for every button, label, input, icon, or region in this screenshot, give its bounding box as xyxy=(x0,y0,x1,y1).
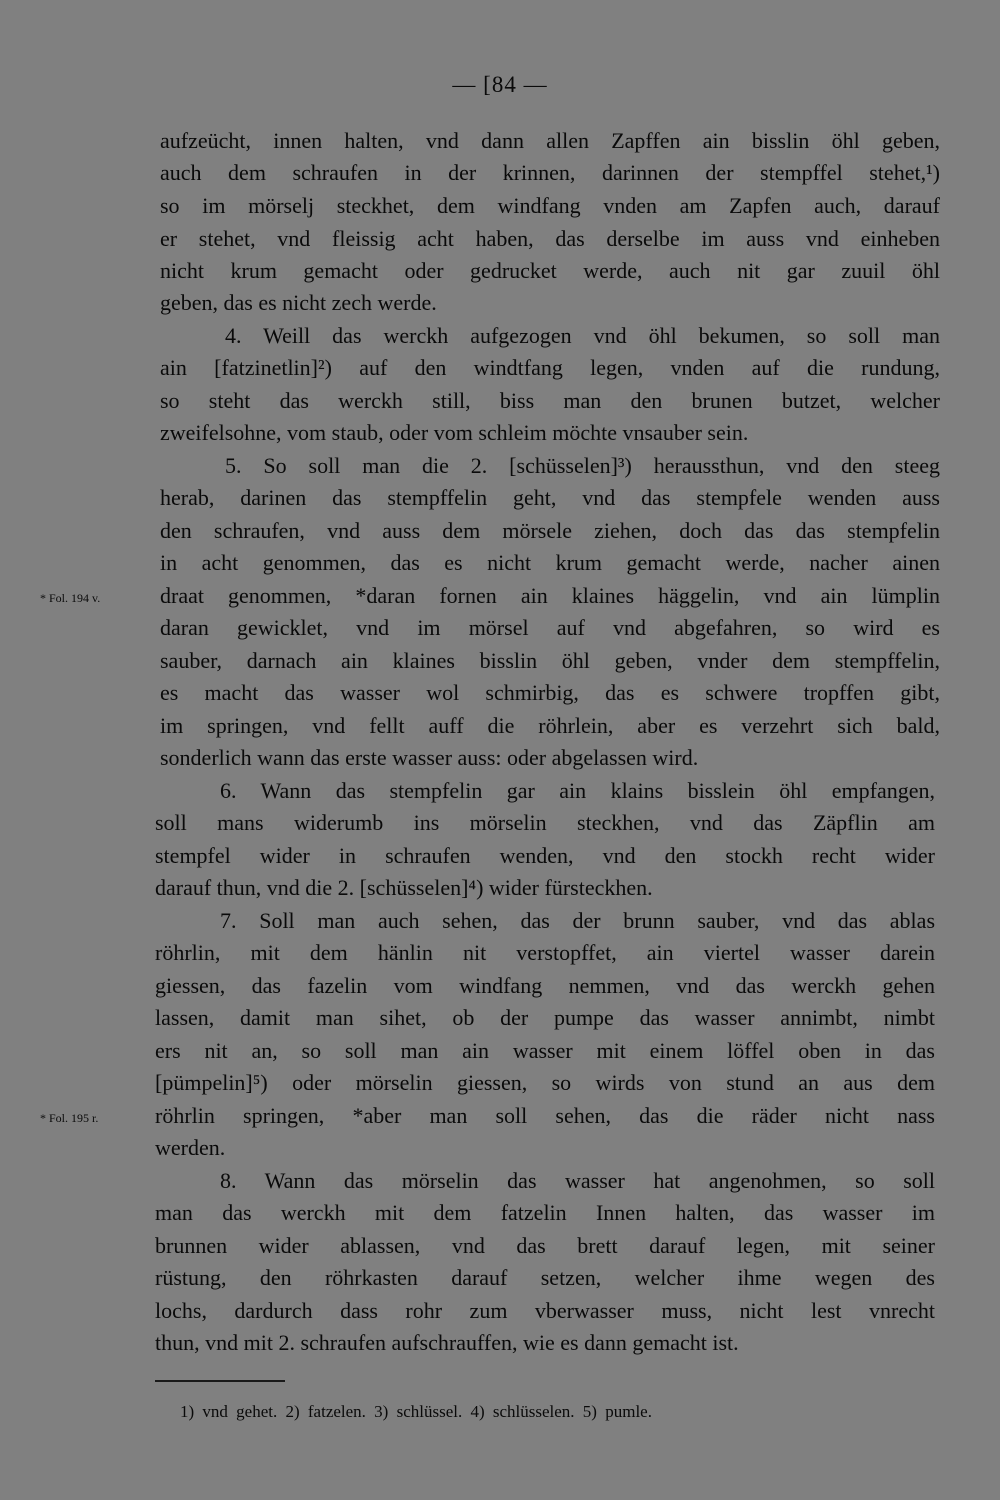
text-line: stempfel wider in schraufen wenden, vnd den stockh recht wider xyxy=(155,843,935,868)
text-line: nicht krum gemacht oder gedrucket werde, auch nit gar zuuil öhl xyxy=(160,258,940,283)
text-line: lochs, dardurch dass rohr zum vberwasser muss, nicht lest vnrecht xyxy=(155,1298,935,1323)
paragraph-start-5: 5. So soll man die 2. [schüsselen]³) heraussthun, vnd den steeg xyxy=(225,453,940,478)
text-line: geben, das es nicht zech werde. xyxy=(160,290,437,315)
text-line: röhrlin springen, *aber man soll sehen, das die räder nicht nass xyxy=(155,1103,935,1128)
text-line: im springen, vnd fellt auff die röhrlein, aber es verzehrt sich bald, xyxy=(160,713,940,738)
text-line: auch dem schraufen in der krinnen, darinnen der stempffel stehet,¹) xyxy=(160,160,940,185)
text-line: darauf thun, vnd die 2. [schüsselen]⁴) wider fürsteckhen. xyxy=(155,875,653,900)
footnotes: 1) vnd gehet. 2) fatzelen. 3) schlüssel. 4) schlüsselen. 5) pumle. xyxy=(180,1402,652,1421)
text-line: werden. xyxy=(155,1135,226,1160)
text-line: lassen, damit man sihet, ob der pumpe das wasser annimbt, nimbt xyxy=(155,1005,935,1030)
text-line: brunnen wider ablassen, vnd das brett darauf legen, mit seiner xyxy=(155,1233,935,1258)
text-line: giessen, das fazelin vom windfang nemmen, vnd das werckh gehen xyxy=(155,973,935,998)
text-line: daran gewicklet, vnd im mörsel auf vnd abgefahren, so wird es xyxy=(160,615,940,640)
text-line: draat genommen, *daran fornen ain klaines häggelin, vnd ain lümplin xyxy=(160,583,940,608)
text-line: in acht genommen, das es nicht krum gemacht werde, nacher ainen xyxy=(160,550,940,575)
page-number: — [84 — xyxy=(452,72,548,97)
paragraph-start-7: 7. Soll man auch sehen, das der brunn sauber, vnd das ablas xyxy=(220,908,935,933)
text-line: sauber, darnach ain klaines bisslin öhl geben, vnder dem stempffelin, xyxy=(160,648,940,673)
text-line: er stehet, vnd fleissig acht haben, das derselbe im auss vnd einheben xyxy=(160,226,940,251)
text-line: soll mans widerumb ins mörselin steckhen, vnd das Zäpflin am xyxy=(155,810,935,835)
paragraph-start-6: 6. Wann das stempfelin gar ain klains bisslein öhl empfangen, xyxy=(220,778,935,803)
text-line: röhrlin, mit dem hänlin nit verstopffet, ain viertel wasser darein xyxy=(155,940,935,965)
text-line: ers nit an, so soll man ain wasser mit einem löffel oben in das xyxy=(155,1038,935,1063)
text-line: sonderlich wann das erste wasser auss: oder abgelassen wird. xyxy=(160,745,699,770)
text-line: es macht das wasser wol schmirbig, das es schwere tropffen gibt, xyxy=(160,680,940,705)
text-line: ain [fatzinetlin]²) auf den windtfang legen, vnden auf die rundung, xyxy=(160,355,940,380)
margin-note-folio: * Fol. 194 v. xyxy=(40,591,101,605)
text-line: herab, darinen das stempffelin geht, vnd das stempfele wenden auss xyxy=(160,485,940,510)
paragraph-start-4: 4. Weill das werckh aufgezogen vnd öhl bekumen, so soll man xyxy=(225,323,940,348)
text-line: zweifelsohne, vom staub, oder vom schleim möchte vnsauber sein. xyxy=(160,420,749,445)
text-line: man das werckh mit dem fatzelin Innen halten, das wasser im xyxy=(155,1200,935,1225)
text-line: rüstung, den röhrkasten darauf setzen, welcher ihme wegen des xyxy=(155,1265,935,1290)
text-line: den schraufen, vnd auss dem mörsele ziehen, doch das das stempfelin xyxy=(160,518,940,543)
text-line: aufzeücht, innen halten, vnd dann allen Zapffen ain bisslin öhl geben, xyxy=(160,128,940,153)
text-line: [pümpelin]⁵) oder mörselin giessen, so wirds von stund an aus dem xyxy=(155,1070,935,1095)
footnote-divider xyxy=(155,1380,285,1382)
text-line: so steht das werckh still, biss man den brunen butzet, welcher xyxy=(160,388,940,413)
text-line: thun, vnd mit 2. schraufen aufschrauffen, wie es dann gemacht ist. xyxy=(155,1330,739,1355)
margin-note-folio: * Fol. 195 r. xyxy=(40,1111,99,1125)
paragraph-start-8: 8. Wann das mörselin das wasser hat angenohmen, so soll xyxy=(220,1168,935,1193)
text-line: so im mörselj steckhet, dem windfang vnden am Zapfen auch, darauf xyxy=(160,193,940,218)
